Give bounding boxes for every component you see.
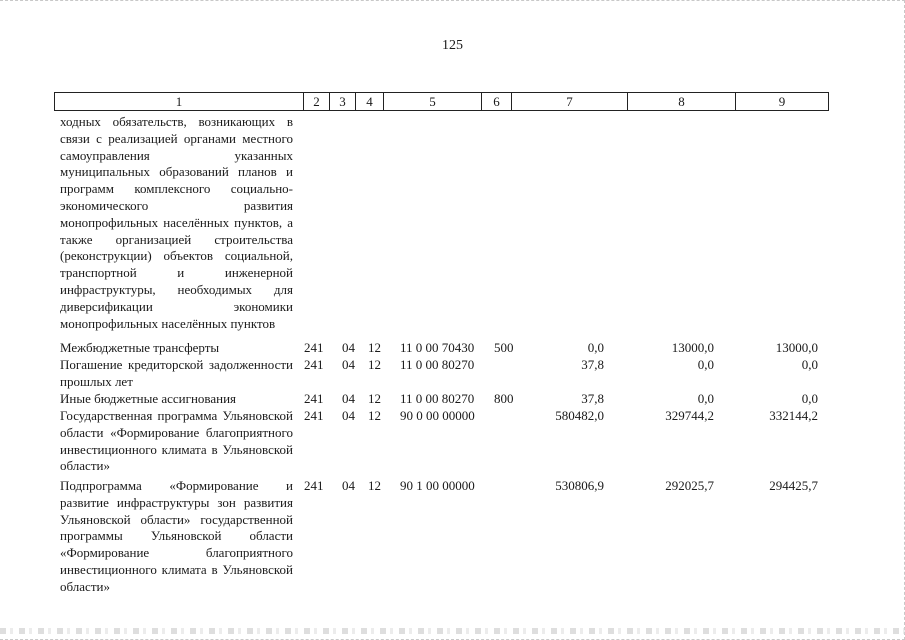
cell-amount-col9: 0,0: [801, 391, 818, 406]
column-header-6: 6: [482, 93, 512, 110]
row-name: Погашение кредиторской задолженности прошлых лет: [60, 357, 293, 389]
cell-amount-col9: 0,0: [801, 357, 818, 372]
column-header-4: 4: [356, 93, 384, 110]
cell-target-article: 90 0 00 00000: [400, 408, 475, 423]
cell-section: 04: [342, 478, 355, 493]
row-name: Государственная программа Ульяновской области «Формирование благоприятного инвестиционного климата в Ульяновской области»: [60, 408, 293, 474]
cell-target-article: 11 0 00 70430: [400, 340, 475, 355]
cell-admin-code: 241: [304, 478, 324, 493]
cell-amount-col7: 530806,9: [555, 478, 604, 493]
column-header-2: 2: [304, 93, 330, 110]
cell-amount-col9: 13000,0: [775, 340, 818, 355]
cell-amount-col8: 0,0: [697, 357, 714, 372]
row-name: ходных обязательств, возникающих в связи с реализацией органами местного самоуправления указанных муниципальных образований планов и программ комплексного социально-экономического развития монопрофильных населённых пунктов, а также организацией строительства (реконструкции) объектов социальной, транспортной и инженерной инфраструктуры, необходимых для диверсификации экономики монопрофильных населённых пунктов: [60, 114, 293, 331]
cell-subsection: 12: [368, 357, 381, 372]
cell-amount-col7: 580482,0: [555, 408, 604, 423]
page-number: 125: [442, 38, 463, 53]
cell-target-article: 11 0 00 80270: [400, 357, 475, 372]
cell-admin-code: 241: [304, 357, 324, 372]
column-header-9: 9: [778, 94, 786, 109]
cell-admin-code: 241: [304, 408, 324, 423]
cell-target-article: 11 0 00 80270: [400, 391, 475, 406]
column-header-5: 5: [384, 93, 482, 110]
column-header-1: 1: [55, 93, 304, 110]
cell-amount-col7: 37,8: [581, 391, 604, 406]
cell-amount-col8: 329744,2: [665, 408, 714, 423]
cell-admin-code: 241: [304, 391, 324, 406]
cell-section: 04: [342, 408, 355, 423]
column-header-3: 3: [330, 93, 356, 110]
cell-amount-col8: 13000,0: [671, 340, 714, 355]
table-header-row: [54, 92, 829, 111]
cell-subsection: 12: [368, 478, 381, 493]
cell-expense-type: 800: [494, 391, 514, 406]
cell-amount-col7: 0,0: [587, 340, 604, 355]
cell-target-article: 90 1 00 00000: [400, 478, 475, 493]
cell-admin-code: 241: [304, 340, 324, 355]
cell-amount-col9: 294425,7: [769, 478, 818, 493]
cell-amount-col7: 37,8: [581, 357, 604, 372]
cell-section: 04: [342, 391, 355, 406]
cell-subsection: 12: [368, 391, 381, 406]
row-name: Межбюджетные трансферты: [60, 340, 220, 355]
cell-expense-type: 500: [494, 340, 514, 355]
cell-amount-col9: 332144,2: [769, 408, 818, 423]
cell-section: 04: [342, 357, 355, 372]
cell-subsection: 12: [368, 408, 381, 423]
row-name: Иные бюджетные ассигнования: [60, 391, 237, 406]
column-header-8: 8: [628, 93, 736, 110]
cell-subsection: 12: [368, 340, 381, 355]
cell-section: 04: [342, 340, 355, 355]
column-header-7: 7: [512, 93, 628, 110]
scan-edge-artifact: [0, 628, 905, 634]
row-name: Подпрограмма «Формирование и развитие инфраструктуры зон развития Ульяновской области» государственной программы Ульяновской области «Формирование благоприятного инвестиционного климата в Ульяновской области»: [60, 478, 293, 594]
cell-amount-col8: 292025,7: [665, 478, 714, 493]
cell-amount-col8: 0,0: [697, 391, 714, 406]
